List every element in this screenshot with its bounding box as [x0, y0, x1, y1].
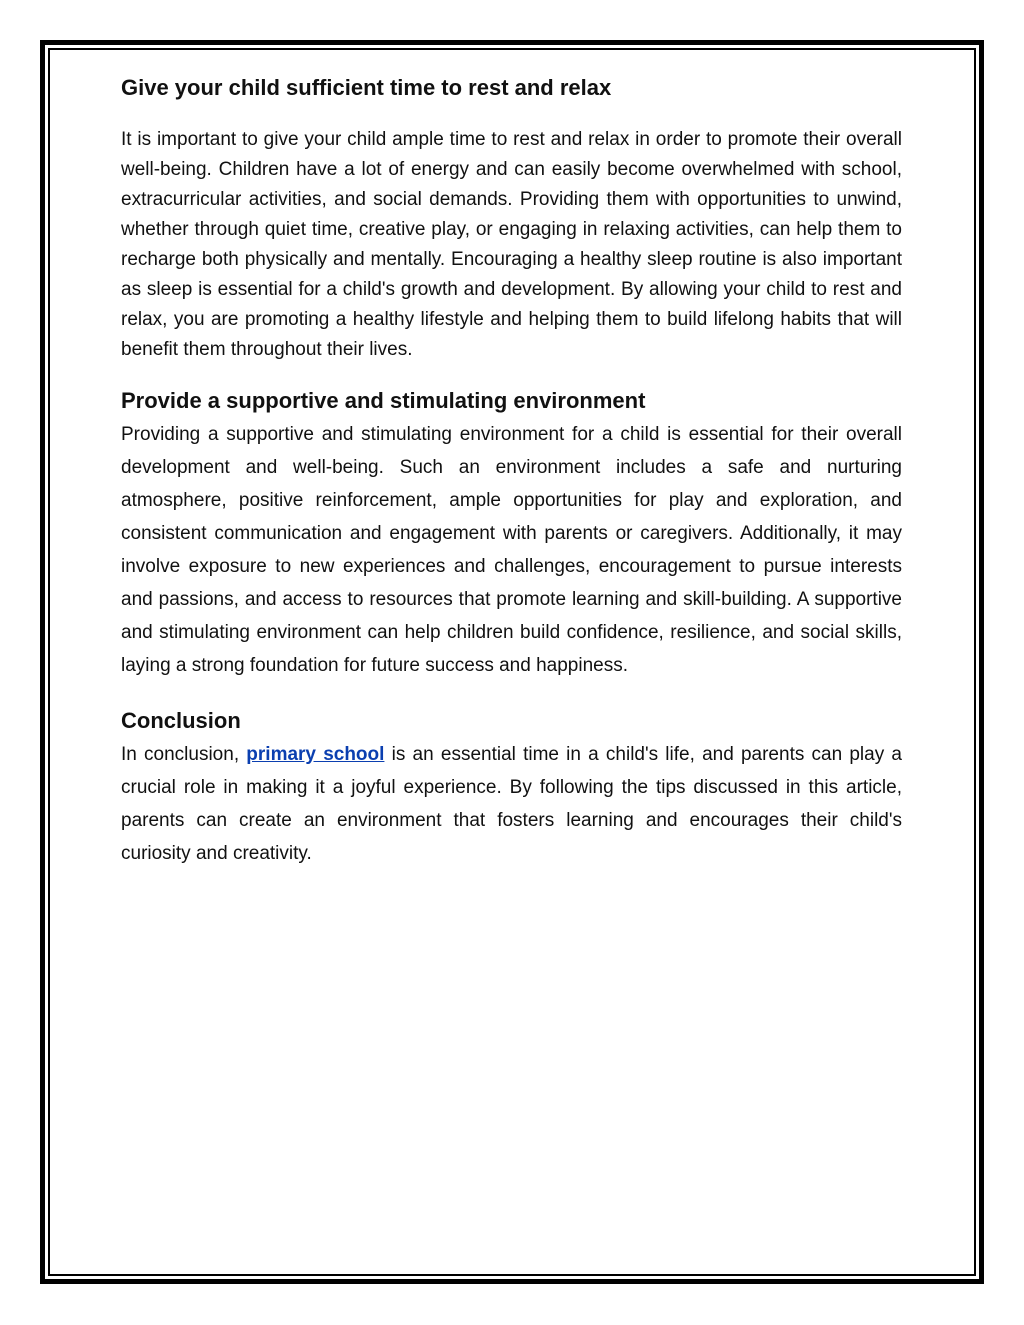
section-paragraph-rest-relax: It is important to give your child ample time to rest and relax in order to promote their overall well-being. Children have a lot of energy and can easily become overwhelmed with school, extracurricular activities, and social demands. Providing them with opportunities to unwind, whether through quiet time, creative play, or engaging in relaxing activities, can help them to recharge both physically and mentally. Encouraging a healthy sleep routine is also important as sleep is essential for a child's growth and development. By allowing your child to rest and relax, you are promoting a healthy lifestyle and helping them to build lifelong habits that will benefit them throughout their lives.: [121, 129, 902, 360]
section-heading-conclusion: Conclusion: [121, 708, 241, 733]
conclusion-text-before-link: In conclusion,: [121, 744, 247, 765]
section-paragraph-supportive-environment: Providing a supportive and stimulating environment for a child is essential for their overall development and well-being. Such an environment includes a safe and nurturing atmosphere, positive reinforcement, ample opportunities for play and exploration, and consistent communication and engagement with parents or caregivers. Additionally, it may involve exposure to new experiences and challenges, encouragement to pursue interests and passions, and access to resources that promote learning and skill-building. A supportive and stimulating environment can help children build confidence, resilience, and social skills, laying a strong foundation for future success and happiness.: [121, 424, 902, 676]
primary-school-link[interactable]: primary school: [246, 744, 385, 765]
section-heading-supportive-environment: Provide a supportive and stimulating environment: [121, 388, 646, 413]
section-heading-rest-relax: Give your child sufficient time to rest and relax: [121, 75, 612, 100]
section-paragraph-conclusion: [121, 738, 902, 870]
conclusion-text-after-link: is an essential time in a child's life, and parents can play a crucial role in making it a joyful experience. By following the tips discussed in this article, parents can create an environment that fosters learning and encourages their child's curiosity and creativity.: [121, 744, 902, 864]
document-content: [121, 66, 902, 870]
